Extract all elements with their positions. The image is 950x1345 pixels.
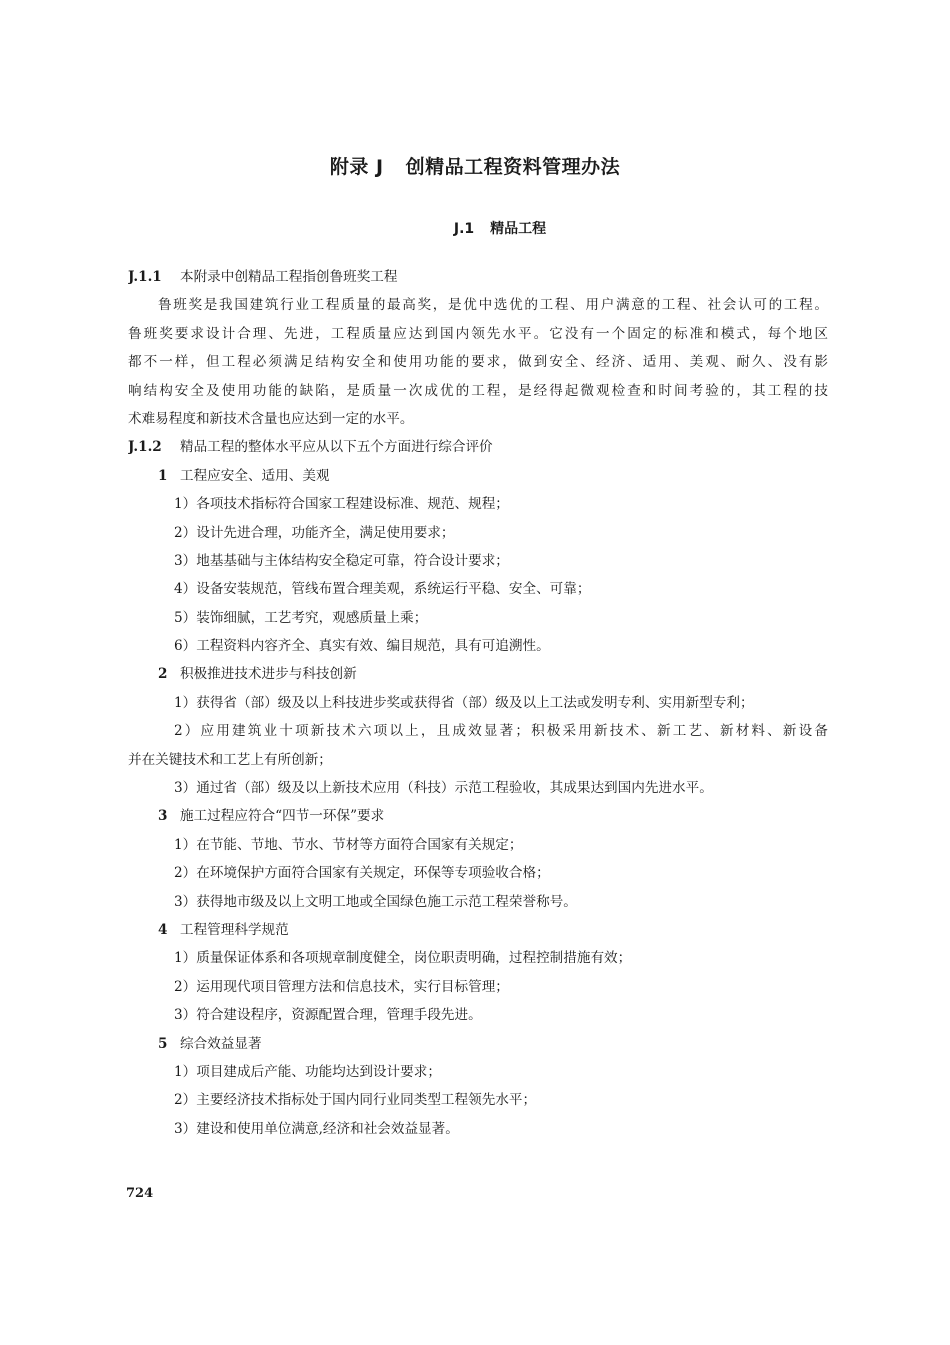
list-item: 1）在节能、节地、节水、节材等方面符合国家有关规定； [174, 836, 523, 853]
list-item: 2）主要经济技术指标处于国内同行业同类型工程领先水平； [174, 1092, 537, 1109]
criterion-heading [128, 462, 828, 490]
list-item: 1）质量保证体系和各项规章制度健全，岗位职责明确，过程控制措施有效； [174, 950, 632, 967]
clause-title: 本附录中创精品工程指创鲁班奖工程 [180, 269, 398, 285]
paragraph-line: 鲁班奖要求设计合理、先进，工程质量应达到国内领先水平。它没有一个固定的标准和模式，每个地区 [128, 325, 828, 342]
list-item-continuation: 并在关键技术和工艺上有所创新； [128, 751, 332, 768]
section-heading [0, 218, 950, 238]
criterion-heading [128, 802, 828, 830]
list-item: 3）符合建设程序，资源配置合理，管理手段先进。 [174, 1007, 482, 1024]
list-item: 2）设计先进合理，功能齐全，满足使用要求； [174, 524, 455, 541]
criterion-heading [128, 916, 828, 944]
document-body [128, 263, 828, 1143]
paragraph-line: 响结构安全及使用功能的缺陷，是质量一次成优的工程，是经得起微观检查和时间考验的，其工程的技 [128, 382, 828, 399]
criterion-heading [128, 1030, 828, 1058]
appendix-title [0, 152, 950, 179]
list-item: 2）运用现代项目管理方法和信息技术，实行目标管理； [174, 978, 509, 995]
paragraph-line: 鲁班奖是我国建筑行业工程质量的最高奖，是优中选优的工程、用户满意的工程、社会认可的工程。 [158, 297, 828, 314]
paragraph-line: 都不一样，但工程必须满足结构安全和使用功能的要求，做到安全、经济、适用、美观、耐久、没有影 [128, 354, 828, 371]
list-item: 1）项目建成后产能、功能均达到设计要求； [174, 1063, 441, 1080]
list-item: 3）建设和使用单位满意,经济和社会效益显著。 [174, 1120, 459, 1137]
clause-number: J.1.2 [128, 439, 162, 456]
criterion-number: 1 [158, 467, 168, 484]
list-item: 3）地基基础与主体结构安全稳定可靠，符合设计要求； [174, 552, 509, 569]
criterion-title: 综合效益显著 [180, 1035, 262, 1052]
clause-heading [128, 263, 828, 291]
section-title: 精品工程 [490, 221, 547, 237]
list-item: 5）装饰细腻，工艺考究，观感质量上乘； [174, 609, 428, 626]
clause-heading [128, 433, 828, 461]
criterion-number: 5 [158, 1035, 168, 1052]
list-item: 1）获得省（部）级及以上科技进步奖或获得省（部）级及以上工法或发明专利、实用新型专利； [174, 694, 754, 711]
criterion-number: 4 [158, 921, 168, 938]
clause-number: J.1.1 [128, 269, 162, 285]
page-number: 724 [126, 1186, 154, 1201]
criterion-title: 工程应安全、适用、美观 [180, 467, 330, 484]
list-item: 2）在环境保护方面符合国家有关规定，环保等专项验收合格； [174, 865, 550, 882]
criterion-heading [128, 660, 828, 688]
clause-title: 精品工程的整体水平应从以下五个方面进行综合评价 [180, 439, 493, 456]
list-item: 6）工程资料内容齐全、真实有效、编目规范，具有可追溯性。 [174, 638, 550, 655]
section-number: J.1 [453, 221, 475, 237]
criterion-title: 施工过程应符合“四节一环保”要求 [180, 808, 385, 825]
criterion-title: 积极推进技术进步与科技创新 [180, 666, 357, 683]
appendix-title-text: 创精品工程资料管理办法 [405, 156, 621, 178]
list-item: 3）通过省（部）级及以上新技术应用（科技）示范工程验收，其成果达到国内先进水平。 [174, 780, 713, 797]
list-item: 4）设备安装规范，管线布置合理美观，系统运行平稳、安全、可靠； [174, 581, 591, 598]
criterion-number: 2 [158, 666, 168, 683]
list-item: 3）获得地市级及以上文明工地或全国绿色施工示范工程荣誉称号。 [174, 893, 577, 910]
paragraph-line: 术难易程度和新技术含量也应达到一定的水平。 [128, 410, 414, 427]
list-item: 2）应用建筑业十项新技术六项以上，且成效显著；积极采用新技术、新工艺、新材料、新设备 [174, 723, 828, 740]
criterion-number: 3 [158, 808, 168, 825]
appendix-label: 附录 J [329, 156, 384, 178]
criterion-title: 工程管理科学规范 [180, 921, 289, 938]
list-item: 1）各项技术指标符合国家工程建设标准、规范、规程； [174, 496, 509, 513]
